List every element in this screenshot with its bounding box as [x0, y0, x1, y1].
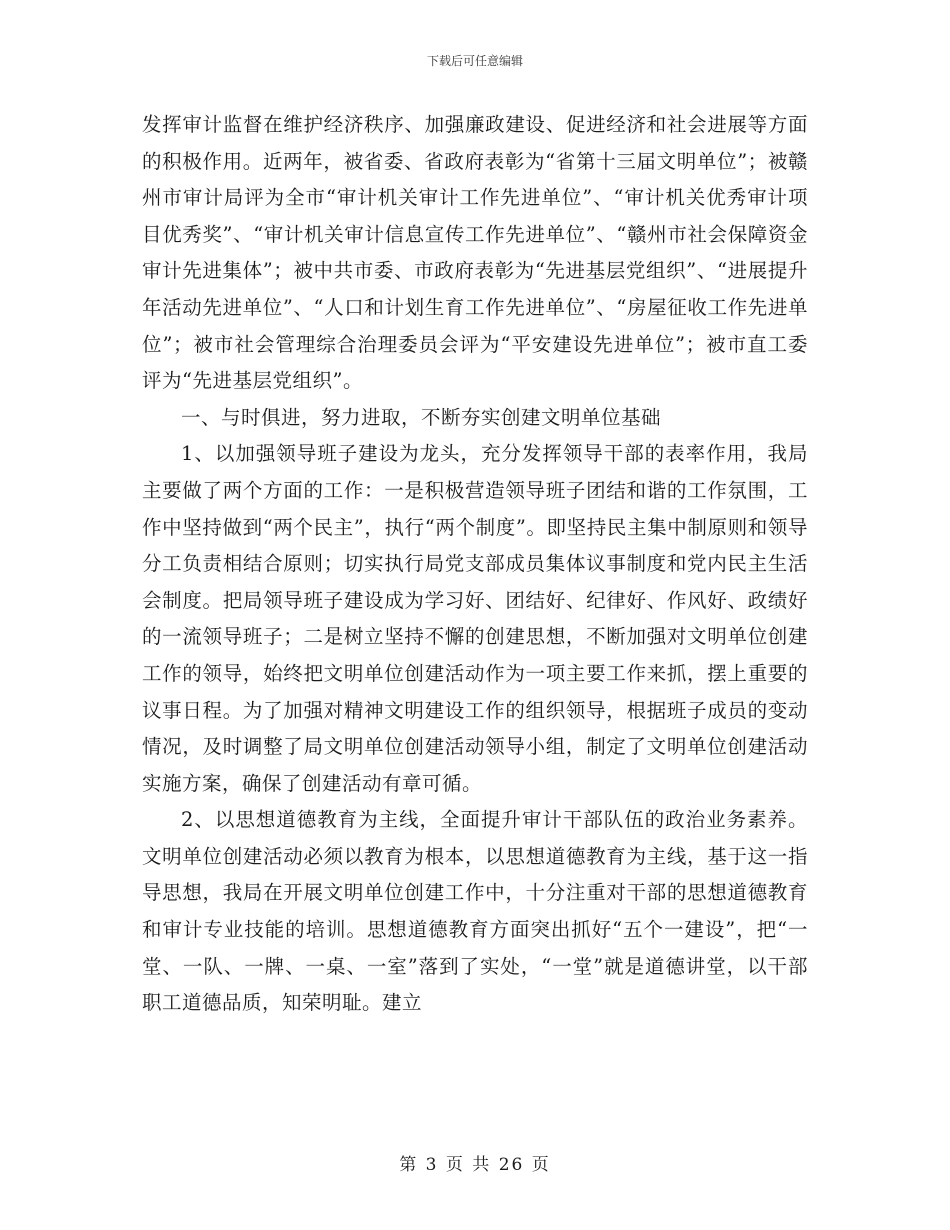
paragraph-leadership: 1、以加强领导班子建设为龙头，充分发挥领导干部的表率作用，我局主要做了两个方面的工作：一是积极营造领导班子团结和谐的工作氛围，工作中坚持做到“两个民主”，执行“两个制度”。即坚持民主集中制原则和领导分工负责相结合原则；切实执行局党支部成员集体议事制度和党内民主生活会制度。把局领导班子建设成为学习好、团结好、纪律好、作风好、政绩好的一流领导班子；二是树立坚持不懈的创建思想，不断加强对文明单位创建工作的领导，始终把文明单位创建活动作为一项主要工作来抓，摆上重要的议事日程。为了加强对精神文明建设工作的组织领导，根据班子成员的变动情况，及时调整了局文明单位创建活动领导小组，制定了文明单位创建活动实施方案，确保了创建活动有章可循。	[142, 442, 808, 795]
paragraph-moral-education: 2、以思想道德教育为主线，全面提升审计干部队伍的政治业务素养。文明单位创建活动必须以教育为根本，以思想道德教育为主线，基于这一指导思想，我局在开展文明单位创建工作中，十分注重对干部的思想道德教育和审计专业技能的培训。思想道德教育方面突出抓好“五个一建设”，把“一堂、一队、一牌、一桌、一室”落到了实处，“一堂”就是道德讲堂，以干部职工道德品质，知荣明耻。建立	[142, 808, 808, 1015]
paragraph-honors: 发挥审计监督在维护经济秩序、加强廉政建设、促进经济和社会进展等方面的积极作用。近两年，被省委、省政府表彰为“省第十三届文明单位”；被赣州市审计局评为全市“审计机关审计工作先进单位”、“审计机关优秀审计项目优秀奖”、“审计机关审计信息宣传工作先进单位”、“赣州市社会保障资金审计先进集体”；被中共市委、市政府表彰为“先进基层党组织”、“进展提升年活动先进单位”、“人口和计划生育工作先进单位”、“房屋征收工作先进单位”；被市社会管理综合治理委员会评为“平安建设先进单位”；被市直工委评为“先进基层党组织”。	[142, 113, 808, 393]
document-body	[142, 107, 808, 1022]
page-number: 第 3 页 共 26 页	[399, 1155, 551, 1175]
section-heading-1: 一、与时俱进，努力进取，不断夯实创建文明单位基础	[181, 405, 662, 429]
page-header: 下载后可任意编辑	[426, 54, 523, 68]
